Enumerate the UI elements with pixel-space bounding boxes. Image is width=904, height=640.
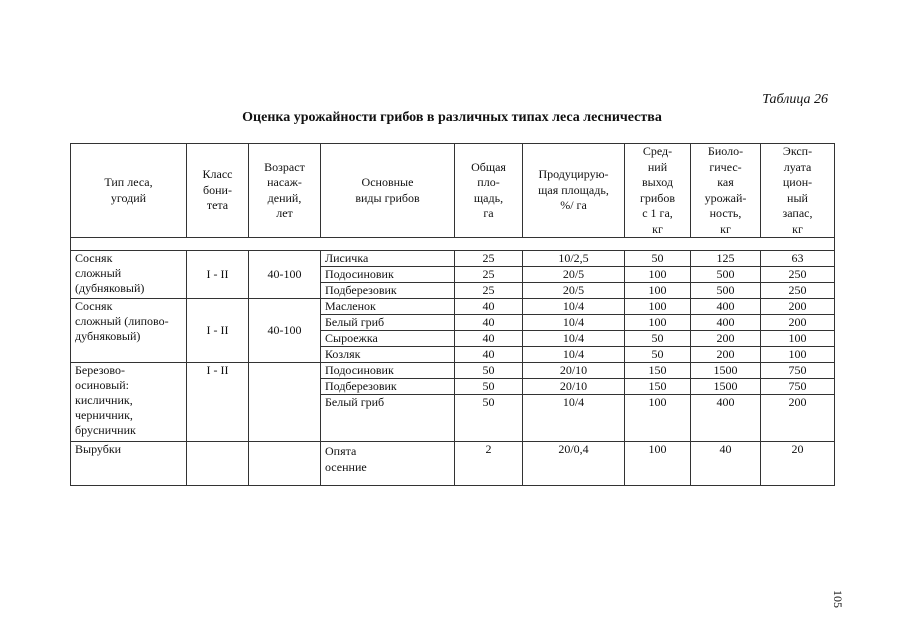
mushroom-yield-table (70, 143, 835, 486)
cell-species: Подосиновик (321, 267, 455, 283)
cell-bio-yield: 200 (691, 331, 761, 347)
header-reserve: Эксп- луата цион- ный запас, кг (761, 144, 835, 238)
cell-avg-yield: 100 (625, 267, 691, 283)
cell-avg-yield: 100 (625, 315, 691, 331)
cell-species: Подберезовик (321, 379, 455, 395)
table-row (71, 363, 835, 379)
cell-productive-area: 10/4 (523, 347, 625, 363)
cell-bio-yield: 500 (691, 283, 761, 299)
cell-age (249, 442, 321, 486)
header-forest-type: Тип леса, угодий (71, 144, 187, 238)
cell-bio-yield: 500 (691, 267, 761, 283)
header-productive-area: Продуцирую- щая площадь, %/ га (523, 144, 625, 238)
header-row (71, 144, 835, 238)
cell-bio-yield: 200 (691, 347, 761, 363)
cell-reserve: 100 (761, 347, 835, 363)
table-title: Оценка урожайности грибов в различных типах леса лесничества (242, 110, 662, 125)
table-row (71, 251, 835, 267)
cell-productive-area: 10/4 (523, 331, 625, 347)
cell-reserve: 20 (761, 442, 835, 486)
header-species: Основные виды грибов (321, 144, 455, 238)
cell-productive-area: 20/0,4 (523, 442, 625, 486)
cell-total-area: 40 (455, 315, 523, 331)
cell-avg-yield: 100 (625, 395, 691, 442)
cell-productive-area: 10/4 (523, 299, 625, 315)
cell-productive-area: 10/4 (523, 395, 625, 442)
table-row (71, 442, 835, 486)
cell-species: Козляк (321, 347, 455, 363)
cell-class: I - II (187, 299, 249, 363)
cell-avg-yield: 50 (625, 347, 691, 363)
cell-species: Подберезовик (321, 283, 455, 299)
cell-reserve: 750 (761, 379, 835, 395)
cell-species: Опята осенние (321, 442, 455, 486)
cell-species: Белый гриб (321, 315, 455, 331)
cell-total-area: 50 (455, 379, 523, 395)
cell-reserve: 200 (761, 395, 835, 442)
cell-avg-yield: 150 (625, 379, 691, 395)
cell-avg-yield: 100 (625, 283, 691, 299)
cell-total-area: 2 (455, 442, 523, 486)
cell-forest-type: Сосняк сложный (дубняковый) (71, 251, 187, 299)
cell-avg-yield: 50 (625, 251, 691, 267)
cell-total-area: 25 (455, 267, 523, 283)
cell-total-area: 40 (455, 331, 523, 347)
spacer-row (71, 238, 835, 251)
cell-species: Сыроежка (321, 331, 455, 347)
cell-reserve: 250 (761, 267, 835, 283)
cell-productive-area: 20/5 (523, 283, 625, 299)
cell-bio-yield: 400 (691, 395, 761, 442)
cell-bio-yield: 40 (691, 442, 761, 486)
cell-reserve: 100 (761, 331, 835, 347)
header-total-area: Общая пло- щадь, га (455, 144, 523, 238)
cell-avg-yield: 150 (625, 363, 691, 379)
cell-total-area: 40 (455, 299, 523, 315)
cell-reserve: 750 (761, 363, 835, 379)
cell-class: I - II (187, 251, 249, 299)
cell-forest-type: Вырубки (71, 442, 187, 486)
cell-forest-type: Березово- осиновый: кисличник, черничник, брусничник (71, 363, 187, 442)
cell-reserve: 200 (761, 315, 835, 331)
cell-bio-yield: 400 (691, 299, 761, 315)
page-number: 105 (831, 590, 845, 608)
cell-productive-area: 10/4 (523, 315, 625, 331)
header-age: Возраст насаж- дений, лет (249, 144, 321, 238)
cell-species: Масленок (321, 299, 455, 315)
cell-reserve: 200 (761, 299, 835, 315)
cell-forest-type: Сосняк сложный (липово- дубняковый) (71, 299, 187, 363)
cell-avg-yield: 100 (625, 442, 691, 486)
cell-productive-area: 10/2,5 (523, 251, 625, 267)
cell-total-area: 40 (455, 347, 523, 363)
header-class: Класс бони- тета (187, 144, 249, 238)
cell-productive-area: 20/10 (523, 363, 625, 379)
cell-bio-yield: 1500 (691, 379, 761, 395)
cell-avg-yield: 50 (625, 331, 691, 347)
cell-class: I - II (187, 363, 249, 442)
table-caption: Таблица 26 (762, 92, 828, 107)
cell-total-area: 25 (455, 251, 523, 267)
cell-bio-yield: 400 (691, 315, 761, 331)
cell-reserve: 63 (761, 251, 835, 267)
cell-species: Лисичка (321, 251, 455, 267)
cell-species: Подосиновик (321, 363, 455, 379)
cell-avg-yield: 100 (625, 299, 691, 315)
cell-class (187, 442, 249, 486)
header-bio-yield: Биоло- гичес- кая урожай- ность, кг (691, 144, 761, 238)
header-avg-yield: Сред- ний выход грибов с 1 га, кг (625, 144, 691, 238)
cell-bio-yield: 1500 (691, 363, 761, 379)
cell-species: Белый гриб (321, 395, 455, 442)
cell-total-area: 50 (455, 363, 523, 379)
cell-bio-yield: 125 (691, 251, 761, 267)
cell-productive-area: 20/10 (523, 379, 625, 395)
cell-age: 40-100 (249, 251, 321, 299)
cell-productive-area: 20/5 (523, 267, 625, 283)
cell-reserve: 250 (761, 283, 835, 299)
table-row (71, 299, 835, 315)
cell-age (249, 363, 321, 442)
cell-total-area: 25 (455, 283, 523, 299)
cell-age: 40-100 (249, 299, 321, 363)
cell-total-area: 50 (455, 395, 523, 442)
